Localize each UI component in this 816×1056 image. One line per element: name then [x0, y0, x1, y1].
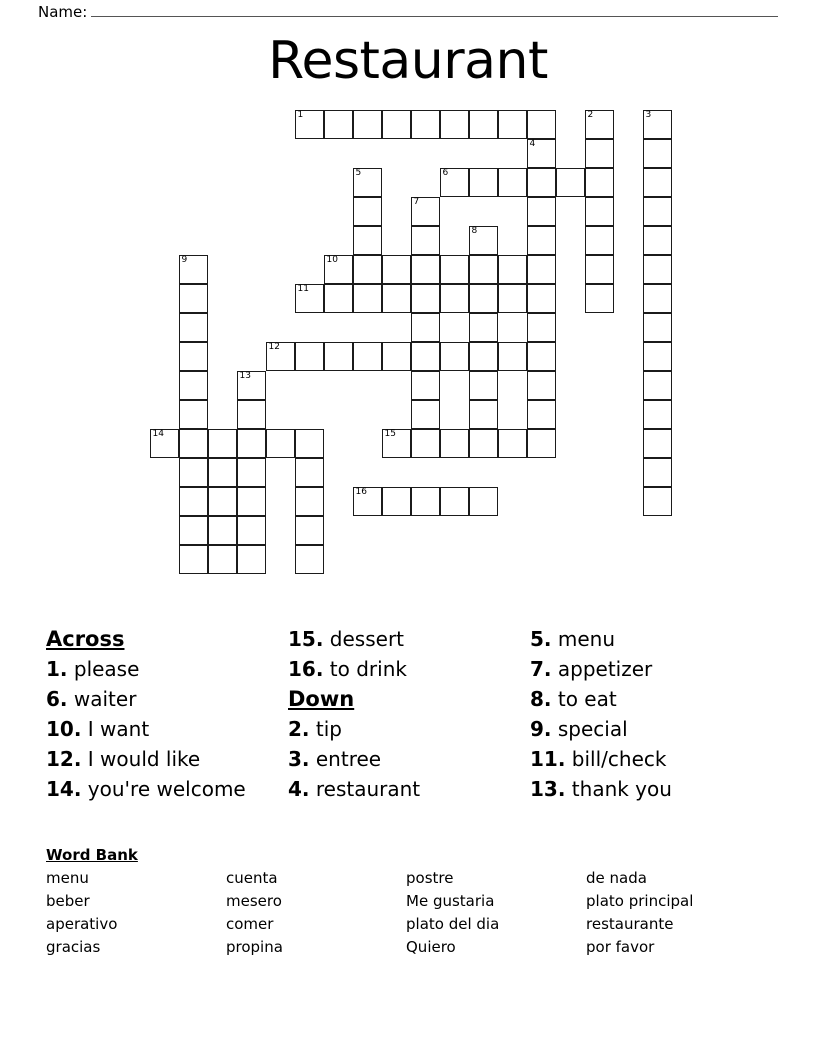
clue-item[interactable]	[288, 654, 530, 684]
crossword-cell[interactable]	[411, 255, 440, 284]
crossword-cell[interactable]	[585, 168, 614, 197]
crossword-cell[interactable]	[643, 226, 672, 255]
clue-number: 10.	[46, 717, 82, 741]
crossword-cell[interactable]	[527, 139, 556, 168]
cell-number: 11	[297, 284, 309, 294]
crossword-cell[interactable]	[411, 110, 440, 139]
crossword-cell[interactable]	[353, 342, 382, 371]
crossword-cell[interactable]	[150, 429, 179, 458]
clue-text: special	[551, 717, 628, 741]
clues-column-3	[530, 624, 776, 804]
word-bank-word[interactable]: gracias	[46, 938, 101, 956]
word-bank-word[interactable]: menu	[46, 869, 89, 887]
crossword-cell[interactable]	[585, 139, 614, 168]
crossword-cell[interactable]	[643, 139, 672, 168]
crossword-cell[interactable]	[266, 342, 295, 371]
clue-number: 13.	[530, 777, 566, 801]
clue-number: 15.	[288, 627, 324, 651]
crossword-cell[interactable]	[237, 458, 266, 487]
clues-column-1	[46, 624, 288, 804]
crossword-cell[interactable]	[237, 371, 266, 400]
crossword-cell[interactable]	[179, 516, 208, 545]
crossword-cell[interactable]	[324, 342, 353, 371]
word-bank-word[interactable]: postre	[406, 869, 454, 887]
clue-item[interactable]	[288, 714, 530, 744]
crossword-cell[interactable]	[643, 458, 672, 487]
crossword-cell[interactable]	[411, 284, 440, 313]
clue-item[interactable]	[530, 774, 776, 804]
clue-item[interactable]	[530, 654, 776, 684]
crossword-cell[interactable]	[324, 255, 353, 284]
crossword-cell[interactable]	[585, 197, 614, 226]
crossword-cell[interactable]	[585, 110, 614, 139]
crossword-cell[interactable]	[411, 400, 440, 429]
crossword-cell[interactable]	[411, 342, 440, 371]
crossword-cell[interactable]	[295, 458, 324, 487]
cell-number: 9	[181, 255, 188, 265]
crossword-cell[interactable]	[440, 342, 469, 371]
crossword-cell[interactable]	[237, 545, 266, 574]
crossword-cell[interactable]	[440, 284, 469, 313]
crossword-cell[interactable]	[469, 226, 498, 255]
crossword-cell[interactable]	[498, 429, 527, 458]
crossword-cell[interactable]	[353, 487, 382, 516]
clue-text: dessert	[323, 627, 405, 651]
clue-number: 1.	[46, 657, 68, 681]
crossword-cell[interactable]	[527, 226, 556, 255]
word-bank-word[interactable]: comer	[226, 915, 274, 933]
cell-number: 5	[355, 168, 362, 178]
clue-text: restaurant	[309, 777, 421, 801]
clue-number: 4.	[288, 777, 310, 801]
word-bank-word[interactable]: beber	[46, 892, 90, 910]
crossword-cell[interactable]	[498, 255, 527, 284]
cell-number: 10	[326, 255, 338, 265]
crossword-cell[interactable]	[295, 516, 324, 545]
clue-item[interactable]	[530, 624, 776, 654]
crossword-cell[interactable]	[208, 487, 237, 516]
crossword-cell[interactable]	[469, 487, 498, 516]
word-bank-word[interactable]: Quiero	[406, 938, 456, 956]
crossword-cell[interactable]	[440, 487, 469, 516]
clue-item[interactable]	[288, 744, 530, 774]
word-bank-column	[226, 867, 406, 959]
crossword-cell[interactable]	[266, 429, 295, 458]
clue-item[interactable]	[530, 714, 776, 744]
word-bank-word[interactable]: plato del dia	[406, 915, 500, 933]
crossword-cell[interactable]	[179, 400, 208, 429]
word-bank-word[interactable]: por favor	[586, 938, 655, 956]
cell-number: 6	[442, 168, 449, 178]
crossword-cell[interactable]	[353, 110, 382, 139]
crossword-cell[interactable]	[527, 371, 556, 400]
crossword-cell[interactable]	[469, 429, 498, 458]
word-bank-column	[586, 867, 766, 959]
crossword-cell[interactable]	[440, 255, 469, 284]
crossword-cell[interactable]	[440, 110, 469, 139]
clue-item[interactable]	[288, 624, 530, 654]
crossword-cell[interactable]	[643, 255, 672, 284]
cell-number: 14	[152, 429, 164, 439]
cell-number: 7	[413, 197, 420, 207]
crossword-cell[interactable]	[469, 284, 498, 313]
crossword-cell[interactable]	[382, 110, 411, 139]
crossword-cell[interactable]	[179, 371, 208, 400]
crossword-cell[interactable]	[643, 284, 672, 313]
word-bank-column	[46, 867, 226, 959]
crossword-cell[interactable]	[353, 197, 382, 226]
crossword-cell[interactable]	[382, 255, 411, 284]
crossword-cell[interactable]	[353, 284, 382, 313]
crossword-cell[interactable]	[295, 342, 324, 371]
word-bank-word[interactable]: aperativo	[46, 915, 118, 933]
cell-number: 13	[239, 371, 251, 381]
crossword-cell[interactable]	[382, 284, 411, 313]
word-bank-word[interactable]: Me gustaria	[406, 892, 495, 910]
crossword-cell[interactable]	[527, 400, 556, 429]
word-bank-section	[46, 844, 776, 959]
clue-text: bill/check	[565, 747, 667, 771]
clue-text: entree	[309, 747, 382, 771]
cell-number: 2	[587, 110, 594, 120]
clue-section-heading: Across	[46, 627, 125, 651]
crossword-cell[interactable]	[527, 313, 556, 342]
clue-number: 14.	[46, 777, 82, 801]
clue-text: menu	[551, 627, 616, 651]
crossword-cell[interactable]	[353, 255, 382, 284]
word-bank-word[interactable]: de nada	[586, 869, 647, 887]
crossword-cell[interactable]	[411, 197, 440, 226]
crossword-cell[interactable]	[585, 226, 614, 255]
crossword-cell[interactable]	[643, 342, 672, 371]
crossword-cell[interactable]	[237, 487, 266, 516]
crossword-cell[interactable]	[469, 371, 498, 400]
crossword-cell[interactable]	[498, 342, 527, 371]
crossword-cell[interactable]	[295, 487, 324, 516]
crossword-cell[interactable]	[498, 110, 527, 139]
crossword-cell[interactable]	[469, 168, 498, 197]
cell-number: 15	[384, 429, 396, 439]
cell-number: 3	[645, 110, 652, 120]
crossword-cell[interactable]	[237, 429, 266, 458]
crossword-cell[interactable]	[527, 342, 556, 371]
word-bank-word[interactable]: restaurante	[586, 915, 674, 933]
crossword-cell[interactable]	[440, 168, 469, 197]
crossword-cell[interactable]	[208, 516, 237, 545]
crossword-cell[interactable]	[469, 110, 498, 139]
cell-number: 4	[529, 139, 536, 149]
word-bank-columns	[46, 867, 776, 959]
word-bank-word[interactable]: propina	[226, 938, 283, 956]
crossword-cell[interactable]	[643, 429, 672, 458]
crossword-cell[interactable]	[208, 545, 237, 574]
crossword-cell[interactable]	[179, 313, 208, 342]
clue-item[interactable]	[46, 774, 288, 804]
crossword-cell[interactable]	[527, 284, 556, 313]
crossword-cell[interactable]	[527, 110, 556, 139]
clue-text: waiter	[67, 687, 137, 711]
clue-text: you're welcome	[81, 777, 246, 801]
clue-number: 7.	[530, 657, 552, 681]
word-bank-column	[406, 867, 586, 959]
crossword-cell[interactable]	[295, 110, 324, 139]
cell-number: 12	[268, 342, 280, 352]
crossword-cell[interactable]	[324, 284, 353, 313]
crossword-cell[interactable]	[295, 429, 324, 458]
crossword-cell[interactable]	[527, 255, 556, 284]
crossword-cell[interactable]	[556, 168, 585, 197]
crossword-cell[interactable]	[237, 516, 266, 545]
clue-number: 8.	[530, 687, 552, 711]
word-bank-word[interactable]: cuenta	[226, 869, 278, 887]
clue-number: 9.	[530, 717, 552, 741]
clue-number: 3.	[288, 747, 310, 771]
crossword-cell[interactable]	[179, 284, 208, 313]
crossword-cell[interactable]	[411, 313, 440, 342]
clue-item[interactable]	[46, 684, 288, 714]
clue-text: I would like	[81, 747, 201, 771]
crossword-cell[interactable]	[208, 429, 237, 458]
clue-item[interactable]	[46, 744, 288, 774]
cell-number: 1	[297, 110, 304, 120]
crossword-cell[interactable]	[585, 255, 614, 284]
clue-item[interactable]	[530, 744, 776, 774]
crossword-cell[interactable]	[469, 342, 498, 371]
clue-item[interactable]	[288, 774, 530, 804]
clue-number: 16.	[288, 657, 324, 681]
crossword-cell[interactable]	[382, 487, 411, 516]
word-bank-word[interactable]: mesero	[226, 892, 282, 910]
crossword-cell[interactable]	[643, 400, 672, 429]
crossword-cell[interactable]	[643, 313, 672, 342]
crossword-cell[interactable]	[382, 342, 411, 371]
crossword-cell[interactable]	[295, 284, 324, 313]
crossword-cell[interactable]	[643, 371, 672, 400]
clue-section-heading: Down	[288, 687, 355, 711]
crossword-cell[interactable]	[382, 429, 411, 458]
crossword-cell[interactable]	[179, 255, 208, 284]
crossword-cell[interactable]	[643, 487, 672, 516]
crossword-cell[interactable]	[585, 284, 614, 313]
crossword-cell[interactable]	[179, 487, 208, 516]
clues-section	[46, 624, 776, 804]
crossword-cell[interactable]	[469, 400, 498, 429]
crossword-cell[interactable]	[179, 429, 208, 458]
crossword-cell[interactable]	[324, 110, 353, 139]
clue-text: to drink	[323, 657, 407, 681]
crossword-cell[interactable]	[353, 226, 382, 255]
crossword-cell[interactable]	[411, 487, 440, 516]
cell-number: 16	[355, 487, 367, 497]
crossword-cell[interactable]	[411, 226, 440, 255]
clue-number: 5.	[530, 627, 552, 651]
crossword-cell[interactable]	[440, 429, 469, 458]
clue-item[interactable]	[530, 684, 776, 714]
clue-item[interactable]	[46, 714, 288, 744]
crossword-cell[interactable]	[295, 545, 324, 574]
crossword-cell[interactable]	[179, 342, 208, 371]
crossword-cell[interactable]	[498, 168, 527, 197]
crossword-cell[interactable]	[643, 110, 672, 139]
clue-text: tip	[309, 717, 342, 741]
clue-number: 6.	[46, 687, 68, 711]
crossword-cell[interactable]	[237, 400, 266, 429]
crossword-cell[interactable]	[411, 371, 440, 400]
crossword-cell[interactable]	[527, 429, 556, 458]
cell-number: 8	[471, 226, 478, 236]
crossword-cell[interactable]	[208, 458, 237, 487]
clue-text: I want	[81, 717, 150, 741]
crossword-cell[interactable]	[411, 429, 440, 458]
crossword-cell[interactable]	[469, 255, 498, 284]
clue-number: 12.	[46, 747, 82, 771]
crossword-cell[interactable]	[643, 197, 672, 226]
crossword-cell[interactable]	[353, 168, 382, 197]
clues-column-2	[288, 624, 530, 804]
clue-number: 2.	[288, 717, 310, 741]
crossword-cell[interactable]	[527, 197, 556, 226]
clue-text: thank you	[565, 777, 672, 801]
crossword-cell[interactable]	[469, 313, 498, 342]
crossword-cell[interactable]	[498, 284, 527, 313]
clue-text: to eat	[551, 687, 617, 711]
crossword-cell[interactable]	[179, 458, 208, 487]
crossword-cell[interactable]	[179, 545, 208, 574]
name-label: Name:	[38, 3, 88, 21]
word-bank-heading: Word Bank	[46, 846, 138, 864]
crossword-cell[interactable]	[527, 168, 556, 197]
clue-item[interactable]	[46, 654, 288, 684]
page-title: Restaurant	[268, 31, 548, 91]
clue-number: 11.	[530, 747, 566, 771]
clue-text: please	[67, 657, 140, 681]
clue-text: appetizer	[551, 657, 653, 681]
crossword-cell[interactable]	[643, 168, 672, 197]
word-bank-word[interactable]: plato principal	[586, 892, 694, 910]
